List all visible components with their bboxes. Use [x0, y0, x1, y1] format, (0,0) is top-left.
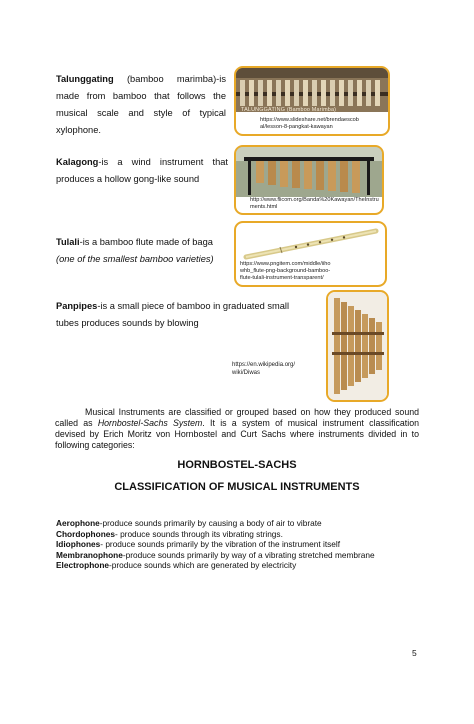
tulali-description	[56, 234, 236, 268]
tulali-term: Tulali	[56, 237, 80, 247]
talunggating-term: Talunggating	[56, 74, 114, 84]
kalagong-line: -is a wind instrument that	[98, 157, 228, 167]
talunggating-image-box	[234, 66, 390, 136]
tulali-image-box	[234, 221, 387, 287]
panpipes-image	[328, 292, 387, 400]
tulali-source: https://www.pngitem.com/middle/iiho whb_flute-png-background-bamboo- flute-tulali-instrument-transparent/	[240, 261, 331, 281]
page-number: 5	[412, 648, 417, 658]
panpipes-line: tubes produces sounds by blowing	[56, 318, 199, 328]
bamboo-flute-image	[236, 223, 385, 263]
kalagong-description	[56, 154, 228, 188]
panpipes-description	[56, 298, 296, 332]
category-item: Idiophones- produce sounds primarily by the vibration of the instrument itself	[56, 539, 341, 549]
talunggating-description	[56, 71, 226, 139]
talunggating-line: musical scale and style of typical	[56, 108, 226, 118]
talunggating-image-label: TALUNGGATING (Bamboo Marimba)	[241, 107, 337, 113]
intro-paragraph: Musical Instruments are classified or grouped based on how they produced sound called as Hornbostel-Sachs System. It is a system of musical instrument classification devised by Erich Moritz von Hornbostel and Curt Sachs where instruments divided in to following categories:	[55, 407, 419, 450]
category-item: Electrophone-produce sounds which are generated by electricity	[56, 560, 297, 570]
panpipes-image-box	[326, 290, 389, 402]
heading-hornbostel-sachs: HORNBOSTEL-SACHS	[177, 459, 297, 471]
category-item: Aerophone-produce sounds primarily by causing a body of air to vibrate	[56, 518, 322, 528]
heading-classification: CLASSIFICATION OF MUSICAL INSTRUMENTS	[114, 481, 360, 493]
category-list	[56, 518, 436, 571]
kalagong-source: http://www.flicom.org/Banda%20Kawayan/TheInstru ments.html	[250, 197, 379, 210]
panpipes-term: Panpipes	[56, 301, 98, 311]
hornbostel-sachs-term: Hornbostel-Sachs System	[97, 418, 203, 428]
category-item: Membranophone-produce sounds primarily by way of a vibrating stretched membrane	[56, 549, 375, 560]
talunggating-line: xylophone.	[56, 125, 101, 135]
talunggating-line: (bamboo marimba)-is	[126, 74, 226, 84]
tulali-line: (one of the smallest bamboo varieties)	[56, 254, 214, 264]
panpipes-line: -is a small piece of bamboo in graduated small	[97, 301, 290, 311]
kalagong-term: Kalagong	[56, 157, 99, 167]
tulali-line: -is a bamboo flute made of baga	[79, 237, 213, 247]
kalagong-image-box	[234, 145, 384, 215]
panpipes-source: https://en.wikipedia.org/ wiki/Diwas	[232, 362, 296, 376]
talunggating-source: https://www.slideshare.net/brendaescob al/lesson-8-pangkat-kawayan	[260, 117, 359, 130]
category-item: Chordophones- produce sounds through its vibrating strings.	[56, 528, 283, 539]
talunggating-line: made from bamboo that follows the	[56, 91, 226, 101]
kalagong-line: produces a hollow gong-like sound	[56, 174, 200, 184]
